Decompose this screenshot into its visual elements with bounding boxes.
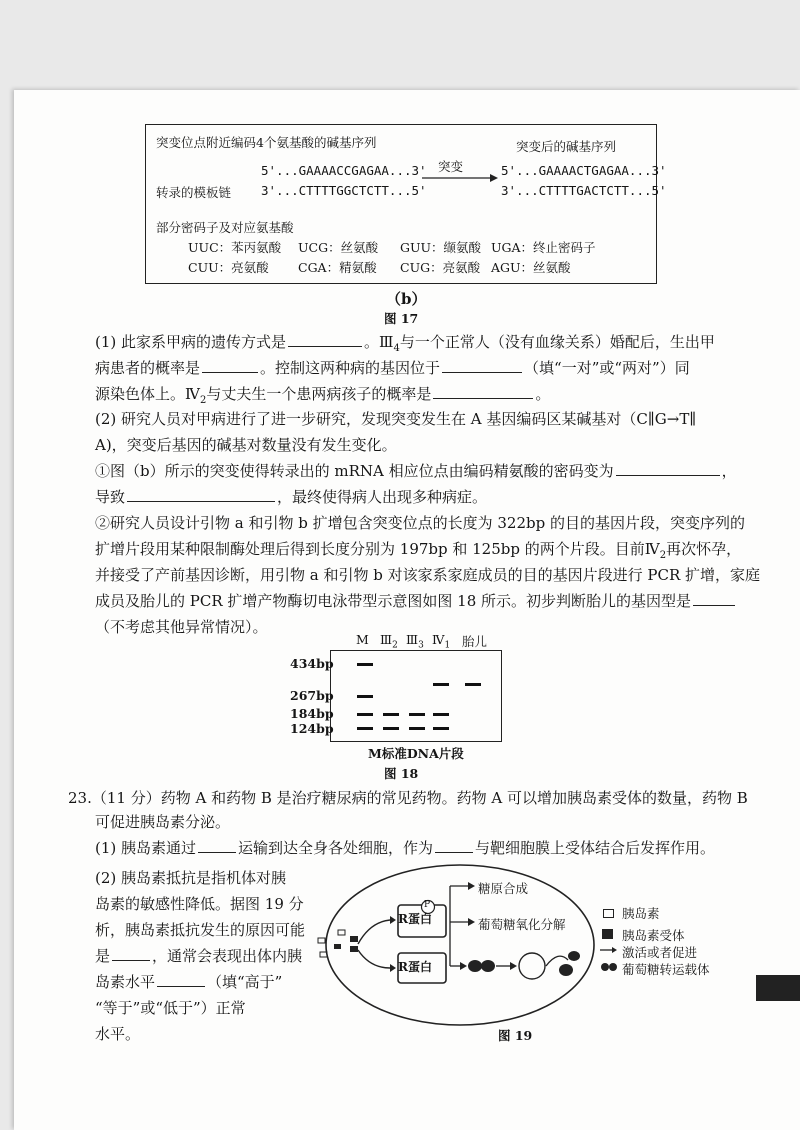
q23-line3: 岛素的敏感性降低。据图 19 分 [95,895,304,913]
phosphate-label: P [424,900,431,910]
seq-bottom-left: 3'...CTTTTGGCTCTT...5' [261,183,427,198]
q22-line12: （不考虑其他异常情况）。 [95,618,268,636]
legend-label: 葡萄糖转运载体 [622,962,710,977]
transporter-legend-icon [600,962,618,972]
lane-label: 胎儿 [462,634,488,649]
fig17-caption: 图 17 [384,311,419,326]
codon-cell: UGA：终止密码子 [491,240,596,255]
marker-label: 184bp [290,706,334,721]
legend-label: 胰岛素 [622,906,660,921]
q22-line1: (1) 此家系甲病的遗传方式是 。$Ⅲ_4$与一个正常人（没有血缘关系）婚配后，生出甲 [95,333,715,354]
gel-band [409,727,425,730]
page-edge-tab [756,975,800,1001]
arrow-legend-icon [600,946,618,954]
codon-title: 部分密码子及对应氨基酸 [156,220,294,235]
lane-label: $Ⅳ_1$ [432,632,451,651]
q22-line2: 病患者的概率是 。控制这两种病的基因位于 （填“一对”或“两对”）同 [95,359,690,377]
gel-band [357,663,373,666]
gel-band [383,713,399,716]
gel-band [383,727,399,730]
gel-note: M标准DNA片段 [368,746,464,761]
q23-line7: “等于”或“低于”）正常 [95,999,246,1017]
q23-head: 23.（11 分）药物 A 和药物 B 是治疗糖尿病的常见药物。药物 A 可以增加胰岛素受体的数量，药物 B [68,789,748,807]
r-protein-1: R蛋白 [398,912,432,926]
gel-band [433,713,449,716]
r-protein-2: R蛋白 [398,960,432,974]
seq-top-right: 5'...GAAAACTGAGAA...3' [501,163,667,178]
fig19-caption: 图 19 [498,1028,533,1043]
glucose-oxidation-label: 葡萄糖氧化分解 [478,917,566,932]
codon-cell: GUU：缬氨酸 [400,240,482,255]
gel-band [357,695,373,698]
gel-band [357,727,373,730]
box-title-left: 突变位点附近编码4个氨基酸的碱基序列 [156,135,377,150]
fig18-caption: 图 18 [384,766,419,781]
receptor-legend-icon [602,929,613,939]
legend-label: 胰岛素受体 [622,928,685,943]
sub-figure-label: （b） [386,290,427,308]
q22-line9: 扩增片段用某种限制酶处理后得到长度分别为 197bp 和 125bp 的两个片段。目前$Ⅳ_2$再次怀孕， [95,540,742,561]
insulin-legend-icon [603,909,614,918]
codon-cell: AGU：丝氨酸 [491,260,571,275]
q22-line4: (2) 研究人员对甲病进行了进一步研究，发现突变发生在 A 基因编码区某碱基对（C∥G→T∥ [95,410,697,428]
glycogen-synthesis-label: 糖原合成 [478,881,529,896]
lane-label: M [356,632,369,647]
codon-cell: UUC：苯丙氨酸 [188,240,282,255]
lane-label: $Ⅲ_3$ [406,632,424,651]
seq-bottom-right: 3'...CTTTTGACTCTT...5' [501,183,667,198]
q23-line2: (2) 胰岛素抵抗是指机体对胰 [95,869,287,887]
q23-line8: 水平。 [95,1025,141,1043]
marker-label: 434bp [290,656,334,671]
template-label: 转录的模板链 [156,185,232,200]
q22-line7: 导致 ，最终使得病人出现多种病症。 [95,488,488,506]
sequence-box [145,124,667,284]
mutation-arrow-icon [420,173,500,183]
q23-head2: 可促进胰岛素分泌。 [95,813,231,831]
q22-line10: 并接受了产前基因诊断，用引物 a 和引物 b 对该家系家庭成员的目的基因片段进行 PCR 扩增，家庭 [95,566,761,584]
codon-cell: UCG：丝氨酸 [298,240,379,255]
gel-band [433,727,449,730]
q23-line5: 是 ，通常会表现出体内胰 [95,947,303,965]
q23-line1: (1) 胰岛素通过 运输到达全身各处细胞，作为 与靶细胞膜上受体结合后发挥作用。 [95,839,716,857]
q22-line8: ②研究人员设计引物 a 和引物 b 扩增包含突变位点的长度为 322bp 的目的基因片段，突变序列的 [95,514,745,532]
gel-band [433,683,449,686]
insulin-cell-diagram [310,860,600,1030]
gel-band [465,683,481,686]
q22-line5: A)，突变后基因的碱基对数量没有发生变化。 [95,436,397,454]
q23-line4: 析，胰岛素抵抗发生的原因可能 [95,921,306,939]
codon-cell: CGA：精氨酸 [298,260,377,275]
marker-label: 124bp [290,721,334,736]
q22-line6: ①图（b）所示的突变使得转录出的 mRNA 相应位点由编码精氨酸的密码变为 ， [95,462,737,480]
gel-frame [330,650,502,742]
q22-line11: 成员及胎儿的 PCR 扩增产物酶切电泳带型示意图如图 18 所示。初步判断胎儿的基因型是 [95,589,737,613]
q23-line6: 岛素水平 （填“高于” [95,973,283,991]
gel-band [409,713,425,716]
seq-top-left: 5'...GAAAACCGAGAA...3' [261,163,427,178]
marker-label: 267bp [290,688,334,703]
codon-cell: CUG：亮氨酸 [400,260,481,275]
gel-band [357,713,373,716]
box-title-right: 突变后的碱基序列 [516,139,617,154]
q22-line3: 源染色体上。$Ⅳ_2$与丈夫生一个患两病孩子的概率是 。 [95,385,551,406]
legend-label: 激活或者促进 [622,945,698,960]
arrow-label: 突变 [438,159,464,174]
lane-label: $Ⅲ_2$ [380,632,398,651]
codon-cell: CUU：亮氨酸 [188,260,269,275]
